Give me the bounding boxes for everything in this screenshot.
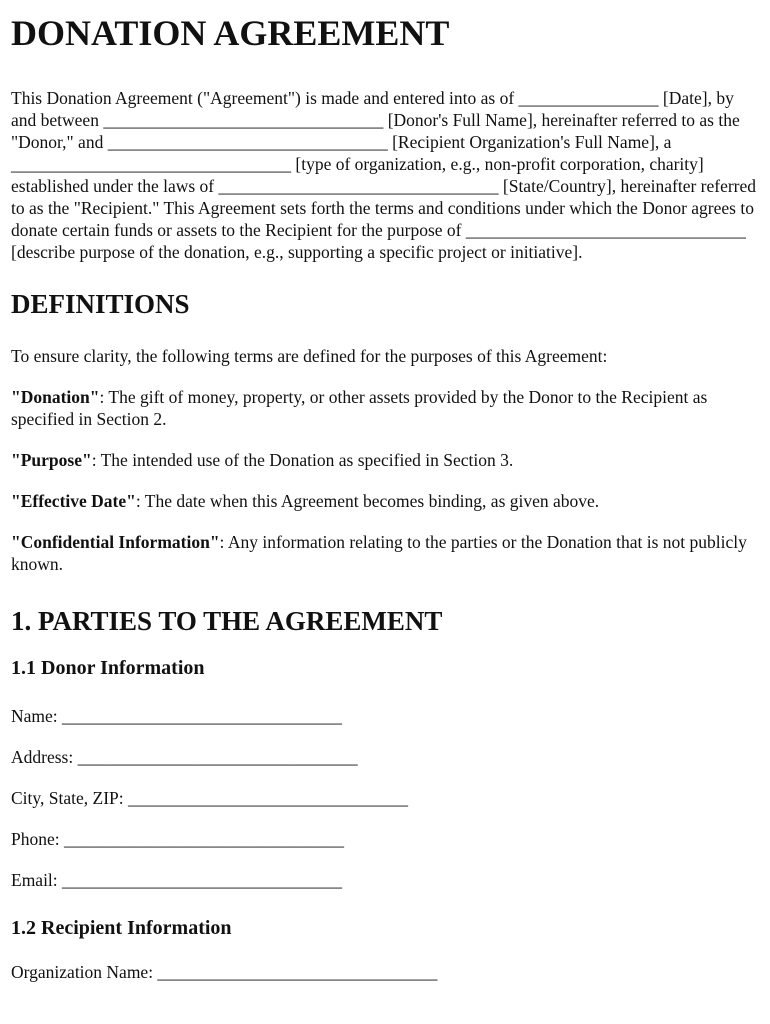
document-title: DONATION AGREEMENT bbox=[11, 13, 450, 53]
definition-purpose bbox=[11, 449, 763, 471]
definition-text: : The gift of money, property, or other assets provided by the Donor to the Recipient as specified in Section 2. bbox=[11, 387, 708, 429]
document-page bbox=[11, 0, 763, 983]
recipient-information-heading: 1.2 Recipient Information bbox=[11, 917, 232, 939]
definitions-intro: To ensure clarity, the following terms are defined for the purposes of this Agreement: bbox=[11, 346, 608, 366]
definition-effective-date bbox=[11, 490, 763, 512]
donor-address-field: Address: ________________________________ bbox=[11, 747, 358, 767]
donor-email-field: Email: ________________________________ bbox=[11, 870, 343, 890]
definition-term: "Effective Date" bbox=[11, 491, 136, 511]
definition-text: : The date when this Agreement becomes binding, as given above. bbox=[135, 491, 600, 511]
definition-term: "Purpose" bbox=[11, 450, 92, 470]
definition-donation bbox=[11, 386, 763, 430]
definition-term: "Donation" bbox=[11, 387, 100, 407]
recipient-organization-name-field: Organization Name: ________________________________ bbox=[11, 962, 438, 982]
definition-text: : Any information relating to the parties or the Donation that is not publicly known. bbox=[11, 532, 747, 574]
definition-text: : The intended use of the Donation as specified in Section 3. bbox=[91, 450, 514, 470]
definition-confidential-information bbox=[11, 531, 763, 575]
definition-term: "Confidential Information" bbox=[11, 532, 220, 552]
parties-heading: 1. PARTIES TO THE AGREEMENT bbox=[11, 606, 443, 636]
donor-information-heading: 1.1 Donor Information bbox=[11, 657, 205, 679]
donor-phone-field: Phone: ________________________________ bbox=[11, 829, 344, 849]
donor-city-state-zip-field: City, State, ZIP: ________________________________ bbox=[11, 788, 408, 808]
definitions-heading: DEFINITIONS bbox=[11, 289, 190, 319]
intro-paragraph: This Donation Agreement ("Agreement") is made and entered into as of ________________ [Date], by and between ________________________________ [Donor's Full Name], hereinafter referred to as the "Donor," and ________________________________ [Recipient Organization's Full Name], a ________________________________ [type of organization, e.g., non-profit corporation, charity] established under the laws of ________________________________ [State/Country], hereinafter referred to as the "Recipient." This Agreement sets forth the terms and conditions under which the Donor agrees to donate certain funds or assets to the Recipient for the purpose of ________________________________ [describe purpose of the donation, e.g., supporting a specific project or initiative]. bbox=[11, 88, 757, 262]
donor-name-field: Name: ________________________________ bbox=[11, 706, 343, 726]
